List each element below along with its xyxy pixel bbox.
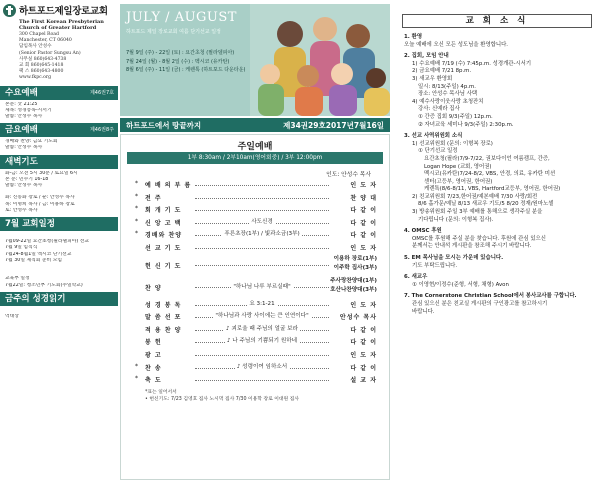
order-item-name: 적 용 찬 양 bbox=[145, 326, 182, 334]
news-item-line: 3) 방송위원회 주일 3부 예배를 통해으로 생각주실 분을 bbox=[412, 209, 543, 216]
section-line: 말씀: 안성수 목사 bbox=[5, 145, 43, 151]
section-line: 말씀: 안성수 목사 bbox=[5, 114, 43, 120]
order-item-name: 축 도 bbox=[145, 377, 162, 385]
mission-banner bbox=[120, 4, 390, 116]
dot-leader bbox=[195, 265, 329, 266]
order-row bbox=[121, 373, 389, 386]
banner-schedule-line: 7월 9일 (주) - 22일 (토) : 요간초청 (필라델피아) bbox=[126, 50, 235, 56]
order-item-name: 선 교 기 도 bbox=[145, 244, 182, 252]
order-item-name: 경배와 찬양 bbox=[145, 232, 183, 240]
section-line: 7월 30일 제직회 준비 모임 bbox=[5, 257, 62, 263]
bulletin-subtitle-bar bbox=[120, 118, 390, 132]
news-item-line: 기도 부탁드립니다. bbox=[412, 262, 458, 269]
news-item-line: Logan Hope (교회, 영어권) bbox=[424, 163, 492, 170]
section-line: 화-금: 오전 5시 30분 / 토요일 6시 bbox=[5, 170, 78, 176]
news-item-heading: 5. EM 목사님을 모시는 가운데 있습니다. bbox=[404, 255, 504, 262]
leader-line: 다 같 이 bbox=[350, 364, 377, 372]
order-row bbox=[121, 323, 389, 336]
section-line: 7월22일: 청소년부 기도회(주일학교) bbox=[5, 282, 83, 288]
news-item bbox=[398, 293, 596, 316]
section-title: 금주의 성경읽기 bbox=[5, 293, 66, 304]
news-item-line: 센터(고등부, 영어권, 한어권) bbox=[424, 178, 493, 185]
order-item-name: 봉 헌 bbox=[145, 339, 162, 347]
order-item-name: 예 배 의 부 름 bbox=[145, 182, 192, 189]
section-title: 새벽기도 bbox=[5, 156, 38, 167]
order-item-detail-text: 요 3:1-21 bbox=[249, 300, 275, 307]
news-item-line: 요간초청(필라)7/9-7/22, 권보다이언 여름캠프, 간증, bbox=[424, 155, 550, 162]
leader-line: 이주학 집사(3부) bbox=[333, 264, 377, 271]
section-line: 7월09-22일 요간초청(필라델피아) 선교 bbox=[5, 239, 90, 245]
leader-line: 다 같 이 bbox=[350, 207, 377, 215]
news-list bbox=[398, 34, 596, 316]
order-row bbox=[121, 228, 389, 241]
news-item bbox=[398, 34, 596, 49]
section-subtitle: 제46권7호 bbox=[89, 89, 114, 96]
order-item-leader bbox=[350, 230, 377, 239]
news-item-line: 관심 있으신 분은 친교실 게시판의 구인광고를 참고하시기 bbox=[412, 301, 548, 307]
order-item-detail bbox=[195, 229, 329, 237]
motto: 하트포드에서 땅끝까지 bbox=[126, 120, 202, 130]
service-times: 1부 8:30am / 2부10am(영어회중) / 3부 12:00pm bbox=[127, 152, 383, 164]
section-line: 7월24-8월1일 엑시코 단기선교 bbox=[5, 251, 72, 257]
order-item-leader bbox=[350, 218, 377, 227]
news-title: 교 회 소 식 bbox=[402, 14, 592, 28]
address-line: Manchester, CT 06040 bbox=[19, 38, 72, 44]
order-row bbox=[121, 178, 389, 191]
phone-line: 교 회 860)645-1418 bbox=[19, 63, 64, 69]
order-item-leader bbox=[350, 337, 377, 346]
leader-line: 다 같 이 bbox=[350, 326, 377, 334]
church-cross-icon bbox=[3, 4, 16, 17]
leader-line: 인 도 자 bbox=[350, 244, 377, 252]
bible-reading-section bbox=[0, 292, 118, 323]
wednesday-service-section bbox=[0, 86, 118, 124]
news-item-line: 바랍니다. bbox=[412, 308, 435, 315]
order-row bbox=[121, 348, 389, 361]
order-item-name: 광 고 bbox=[145, 351, 162, 359]
news-item bbox=[398, 255, 596, 270]
worship-title: 주일예배 bbox=[237, 142, 273, 152]
worship-notes bbox=[121, 386, 389, 403]
news-item-line: 2) 금요예배 7/21 8p.m. bbox=[412, 68, 472, 75]
section-line: 7월 9일 임직식 bbox=[5, 245, 38, 251]
leader-line: 이용하 장로(1부) bbox=[333, 255, 377, 262]
banner-subtitle: 하트포드 제일 장로교회 여름 단기선교 일정 bbox=[126, 29, 221, 35]
order-item-leader bbox=[340, 312, 377, 321]
address-line: (Senior Pastor Sungsu An) bbox=[19, 50, 81, 56]
section-line: 본 문: 민수기 16-18 bbox=[5, 176, 49, 182]
news-item-line: 8/6 홉가문/예닐 8/13 새교우 기도/5 8/20 정재/원마노셀 bbox=[418, 201, 554, 208]
church-news bbox=[398, 4, 596, 480]
news-item-line: 2) 친교위원회 7/23,한어권/예본예배 7/30 사랑/회전 bbox=[412, 193, 538, 200]
dot-leader bbox=[195, 355, 329, 356]
order-item-leader bbox=[350, 193, 377, 202]
church-contact bbox=[0, 31, 118, 82]
address-line: 300 Chapel Road bbox=[19, 32, 59, 37]
worship-note: *표는 일어서서 bbox=[145, 389, 177, 395]
address-line: 담임목사 안성수 bbox=[19, 44, 52, 50]
worship-note: • 헌신기도: 7/23 김영호 집사 노시먹 집사 7/30 이용학 장로 이대원 집사 bbox=[145, 396, 299, 402]
dot-leader bbox=[195, 210, 329, 211]
order-row bbox=[121, 298, 389, 311]
section-body bbox=[0, 306, 118, 323]
banner-schedule-line: 8월 6일 (주) - 11일 (금) : 케렌톡 (하트포드 다운타운) bbox=[126, 67, 246, 73]
dot-leader bbox=[195, 248, 329, 249]
news-item-line: 케렌톡(8/6-8/11, VBS, Hartford교등부, 영어권, 한어권) bbox=[424, 186, 561, 193]
section-title: 수요예배 bbox=[5, 87, 38, 98]
church-english-name bbox=[0, 17, 118, 31]
order-item-leader bbox=[330, 277, 377, 295]
news-item-line: 일시: 8/13(주일) 4p.m. bbox=[418, 83, 476, 90]
issue-date: 제34권29호2017년7월16일 bbox=[283, 120, 384, 130]
order-item-leader bbox=[350, 363, 377, 372]
news-item bbox=[398, 274, 596, 289]
news-item-line: ① 단기선교 일정 bbox=[418, 148, 458, 155]
stand-marker: * bbox=[135, 180, 138, 187]
order-item-leader bbox=[350, 325, 377, 334]
order-item-detail-text: "하나님과 사랑 사이에는 큰 인연이다" bbox=[215, 313, 309, 320]
order-item-name: 헌 신 기 도 bbox=[145, 262, 182, 270]
stand-marker: * bbox=[135, 192, 138, 200]
news-item bbox=[398, 53, 596, 129]
leader-line: 인 도 자 bbox=[350, 182, 377, 189]
website-link[interactable]: www.fkpc.org bbox=[19, 75, 52, 81]
section-line: 교육부 일정 bbox=[5, 276, 30, 282]
stand-marker: * bbox=[135, 375, 138, 383]
section-line: 제목: 성경봉독-시서기 bbox=[5, 107, 52, 113]
order-item-leader bbox=[350, 243, 377, 252]
order-item-detail bbox=[195, 336, 329, 344]
order-item-name: 말 씀 선 포 bbox=[145, 314, 182, 322]
section-line: 토: 안성수 목사 bbox=[5, 207, 38, 213]
english-name-line: Church of Greater Hartford bbox=[19, 25, 97, 31]
news-item-line: 3) 새교우 환영회 bbox=[412, 75, 453, 82]
news-item-heading: 7. The Cornerstone Christian School에서 봉사교사를 구합니다. bbox=[404, 293, 577, 300]
order-item-name: 찬 양 bbox=[145, 284, 162, 292]
order-row bbox=[121, 310, 389, 323]
friday-service-section bbox=[0, 123, 118, 154]
phone-line: 사무실 860)643-4738 bbox=[19, 56, 67, 62]
order-row bbox=[121, 191, 389, 204]
order-item-detail bbox=[195, 362, 329, 370]
leader-line: 호산나찬양대(3부) bbox=[330, 286, 377, 293]
order-item-detail-text: 사도신경 bbox=[251, 218, 273, 225]
news-item-line: 멕시코(유카탄)7/24-8/2, VBS, 안경, 의료, 유카탄 미션 bbox=[424, 171, 556, 178]
order-item-detail-text: 푸른초장(1부) / 빛과소금(3부) bbox=[224, 231, 300, 238]
section-header bbox=[0, 86, 118, 100]
order-row bbox=[121, 241, 389, 254]
section-header bbox=[0, 217, 118, 231]
leader-line: 다 같 이 bbox=[350, 339, 377, 347]
church-name: 하트포드제일장로교회 bbox=[19, 6, 108, 17]
news-item-line: 장소: 안성수 목사님 사택 bbox=[418, 91, 478, 98]
news-item bbox=[398, 228, 596, 251]
dot-leader bbox=[195, 185, 329, 186]
banner-schedule bbox=[126, 49, 246, 75]
news-item-line: 1) 수요예배 7/19 (수) 7:45p.m. 성경개관-시서기 bbox=[412, 60, 532, 67]
section-line: 역대상 bbox=[5, 314, 19, 320]
section-header bbox=[0, 123, 118, 137]
section-body bbox=[0, 231, 118, 292]
order-item-name: 찬 송 bbox=[145, 364, 162, 372]
leader-line: 안성수 목사 bbox=[339, 314, 377, 322]
leader-line: 인 도 자 bbox=[350, 351, 377, 359]
order-item-leader bbox=[350, 300, 377, 309]
order-item-detail bbox=[195, 324, 329, 332]
order-item-detail bbox=[195, 311, 329, 319]
leader-line: 설 교 자 bbox=[350, 377, 377, 385]
news-item-heading: 4. OMSC 후원 bbox=[404, 228, 442, 235]
news-item-line: 강사: 신예라 집사 bbox=[418, 106, 460, 113]
section-title: 금요예배 bbox=[5, 125, 38, 136]
section-line: 경배와 찬양: 금요 기도회 bbox=[5, 139, 58, 145]
order-item-detail-text: "하나님 나루 부르실때" bbox=[233, 283, 291, 290]
news-item-line: ① 이영현/이정수(준형, 서형, 채형) Avon bbox=[412, 281, 509, 288]
news-item-line: 분께서는 안내석 게시판을 참조해 주시기 바랍니다. bbox=[412, 243, 532, 250]
news-item-line: 1) 선교위원회 (문의: 이형복 장로) bbox=[412, 140, 493, 147]
order-item-name: 전 주 bbox=[145, 194, 162, 202]
fax-line: 팩 스 860)643-4800 bbox=[19, 69, 64, 75]
section-line: 말씀: 안성수 목사 bbox=[5, 183, 43, 189]
leader-line: 다 같 이 bbox=[350, 232, 377, 240]
news-item-line: OMSC를 후원해 주실 분을 찾습니다. 후원에 관심 있으신 bbox=[412, 235, 546, 242]
order-row bbox=[121, 216, 389, 229]
section-line: 목: 이명희 목사 / 금: 이용하 장로 bbox=[5, 201, 75, 207]
order-row bbox=[121, 254, 389, 276]
sunday-worship bbox=[120, 134, 390, 480]
news-item-line: ② 자녀교육 세미나 9/3(주일) 2:30p.m. bbox=[418, 121, 514, 128]
english-name-line: The First Korean Presbyterian bbox=[19, 19, 104, 25]
banner-schedule-line: 7월 24일 (월) - 8월 2일 (수) : 멕시코 (유카탄) bbox=[126, 58, 230, 65]
july-schedule-section bbox=[0, 217, 118, 292]
sidebar bbox=[0, 0, 118, 485]
section-header bbox=[0, 292, 118, 306]
section-title: 7월 교회일정 bbox=[5, 219, 55, 230]
order-item-detail-text: ♪ 성령이여 임하소서 bbox=[236, 363, 288, 370]
order-item-name: 성 경 봉 독 bbox=[145, 301, 182, 309]
order-item-detail bbox=[195, 217, 329, 225]
news-item-line: 기다립니다 (문의: 이형복 집사). bbox=[418, 216, 494, 223]
news-item bbox=[398, 133, 596, 224]
news-item-line: ① 간증 집회 9/3(주일) 12p.m. bbox=[418, 113, 493, 120]
section-body bbox=[0, 137, 118, 154]
order-row bbox=[121, 361, 389, 374]
dot-leader bbox=[195, 198, 329, 199]
section-line: 화: 신동화 장로 / 순: 안성수 목사 bbox=[5, 195, 75, 201]
order-row bbox=[121, 335, 389, 348]
order-item-detail bbox=[195, 282, 329, 290]
section-body bbox=[0, 100, 118, 124]
people-illustration bbox=[250, 4, 390, 116]
dawn-prayer-section bbox=[0, 155, 118, 217]
dot-leader bbox=[195, 380, 329, 381]
news-item-line: 4) 예수사랑이웃사랑 초청잔치 bbox=[412, 98, 484, 105]
news-item-heading: 6. 새교우 bbox=[404, 274, 428, 281]
stand-marker: * bbox=[135, 362, 138, 370]
order-of-worship bbox=[121, 178, 389, 386]
section-line: 본문: 삿 21:25 bbox=[5, 101, 38, 107]
section-header bbox=[0, 155, 118, 169]
news-item-line: 오늘 예배에 오신 모든 성도님을 환영합니다. bbox=[404, 41, 509, 48]
order-row bbox=[121, 276, 389, 298]
order-row bbox=[121, 203, 389, 216]
leader-line: 인 도 자 bbox=[350, 301, 377, 309]
church-header bbox=[0, 0, 118, 17]
order-item-leader bbox=[350, 350, 377, 359]
stand-marker: * bbox=[135, 217, 138, 225]
news-item-heading: 1. 환영 bbox=[404, 34, 423, 40]
section-subtitle: 제46권8주 bbox=[89, 127, 114, 134]
banner-title: JULY / AUGUST bbox=[126, 10, 237, 25]
leader-line: 주사랑찬양대(1부) bbox=[330, 277, 377, 284]
news-item-heading: 3. 선교 사역위원회 소식 bbox=[404, 133, 463, 140]
stand-marker: * bbox=[135, 230, 138, 238]
leader-line: 다 같 이 bbox=[350, 219, 377, 227]
order-item-leader bbox=[350, 205, 377, 214]
order-item-name: 회 개 기 도 bbox=[145, 207, 182, 215]
order-item-leader bbox=[334, 255, 377, 273]
order-item-name: 신 앙 고 백 bbox=[145, 219, 182, 227]
news-item-heading: 2. 집회, 모임 안내 bbox=[404, 53, 449, 60]
order-item-leader bbox=[350, 180, 377, 189]
order-item-detail bbox=[195, 299, 329, 307]
leader-line: 찬 양 대 bbox=[350, 194, 377, 202]
officiant: 인도: 안성수 목사 bbox=[326, 172, 371, 178]
section-body bbox=[0, 169, 118, 217]
order-item-detail-text: ♪ 괴로울 때 주님의 얼굴 보라 bbox=[226, 325, 298, 332]
stand-marker: * bbox=[135, 205, 138, 213]
order-item-leader bbox=[350, 375, 377, 384]
order-item-detail-text: ♪ 나 주님의 기쁨되기 원하네 bbox=[226, 338, 298, 345]
